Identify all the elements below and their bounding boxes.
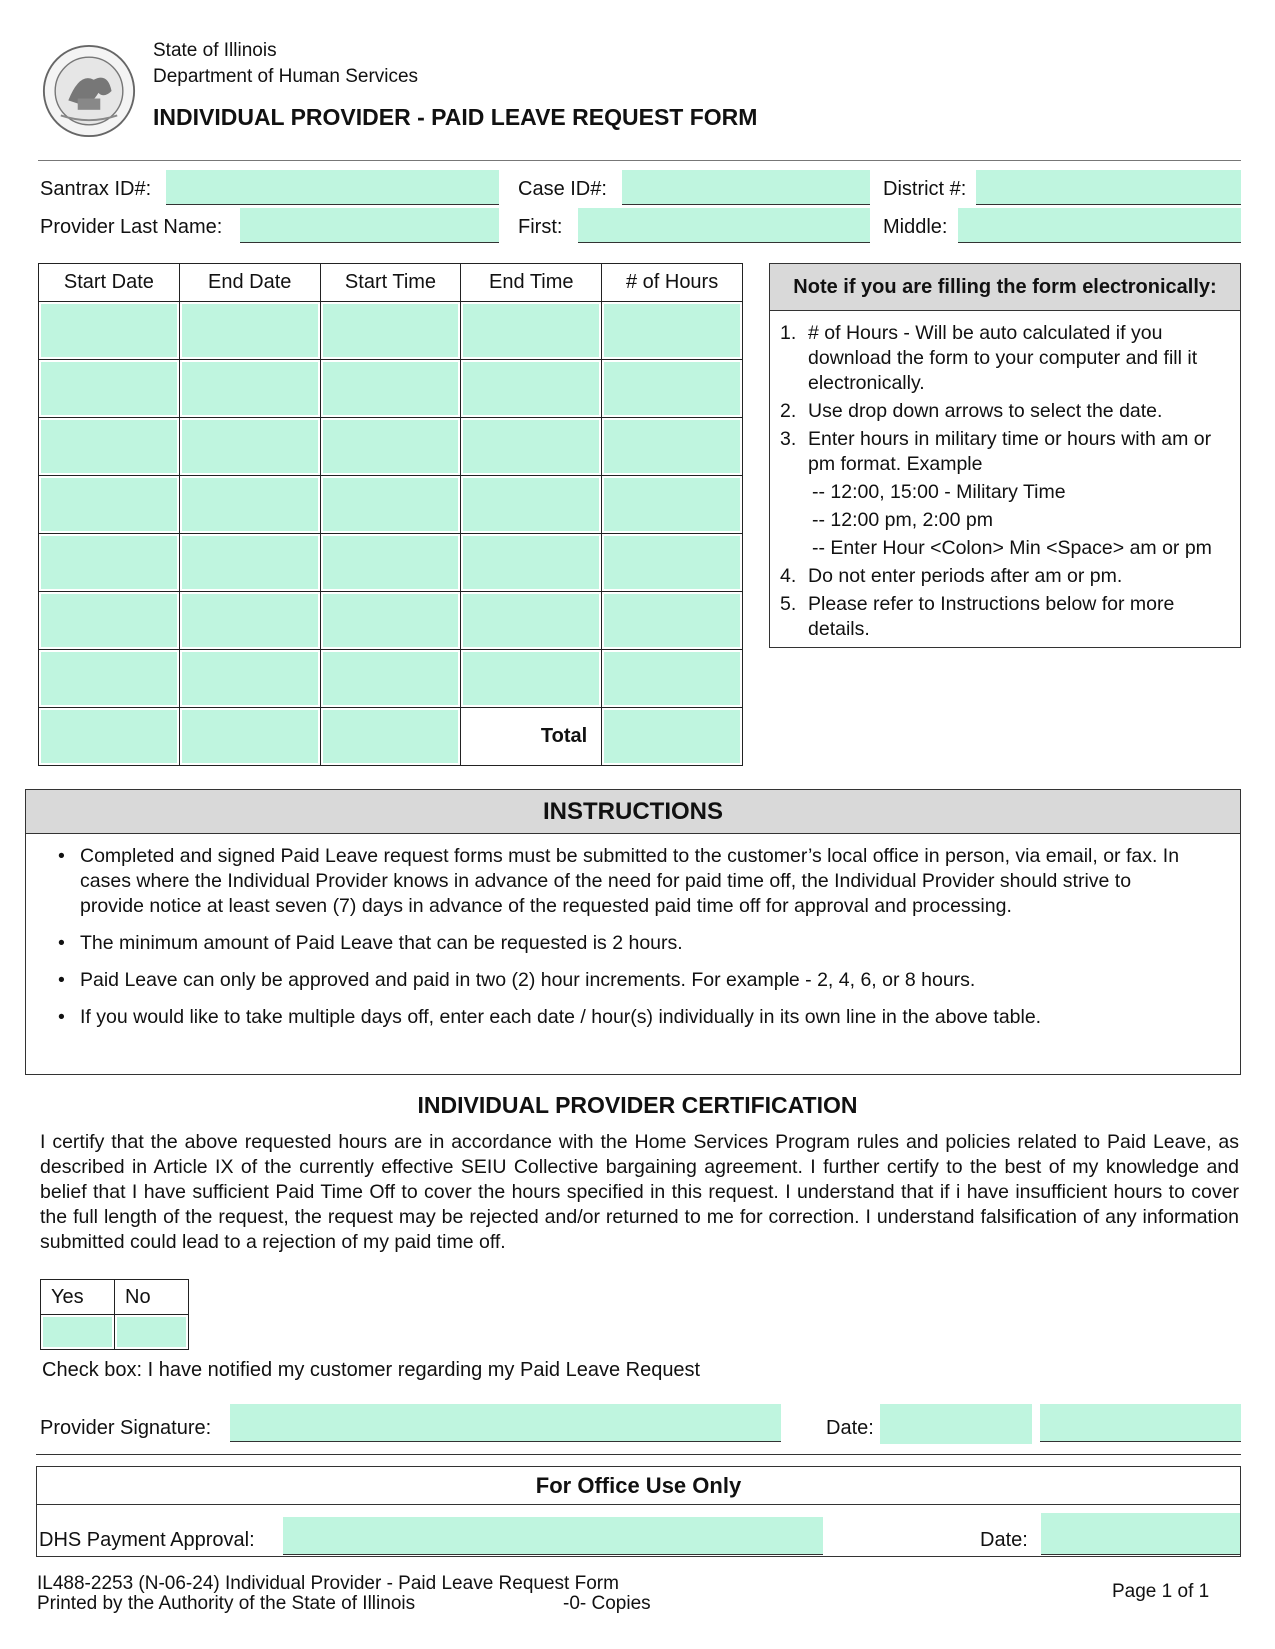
hours-field[interactable] <box>604 536 740 589</box>
signature-date-label: Date: <box>826 1417 874 1439</box>
footer-printed-by: Printed by the Authority of the State of Illinois <box>37 1593 416 1614</box>
start-time-field[interactable] <box>323 478 459 531</box>
middle-name-field[interactable] <box>958 208 1241 243</box>
district-label: District #: <box>883 178 967 200</box>
first-name-label: First: <box>518 216 563 238</box>
start-time-field[interactable] <box>323 304 459 357</box>
hours-field[interactable] <box>604 420 740 473</box>
start-time-field[interactable] <box>323 362 459 415</box>
table-row <box>39 302 743 360</box>
hours-table <box>38 263 743 766</box>
end-time-field[interactable] <box>463 536 599 589</box>
instruction-item: • Paid Leave can only be approved and paid in two (2) hour increments. For example - 2, 4, 6, or 8 hours. <box>80 968 1200 993</box>
no-checkbox[interactable] <box>117 1317 186 1347</box>
first-name-field[interactable] <box>578 208 870 243</box>
signature-divider <box>36 1454 1241 1455</box>
footer-form-id: IL488-2253 (N-06-24) Individual Provider - Paid Leave Request Form <box>37 1573 619 1594</box>
end-date-field[interactable] <box>182 362 318 415</box>
end-time-field[interactable] <box>463 652 599 705</box>
total-label: Total <box>461 708 602 766</box>
note-item: 5. Please refer to Instructions below for more details. <box>780 593 1175 640</box>
dhs-approval-field[interactable] <box>283 1517 823 1555</box>
hours-field[interactable] <box>604 362 740 415</box>
end-date-field[interactable] <box>182 536 318 589</box>
state-seal-logo <box>42 44 136 138</box>
office-date-field[interactable] <box>1041 1513 1240 1555</box>
note-item: 2. Use drop down arrows to select the date. <box>780 400 1163 422</box>
end-date-field[interactable] <box>182 594 318 647</box>
certification-text: I certify that the above requested hours are in accordance with the Home Services Program rules and policies related to Paid Leave, as described in Article IX of the currently effective SEIU Collective bargaining agreement. I further certify to the best of my knowledge and belief that I have sufficient Paid Time Off to cover the hours specified in this request. I understand that if i have insufficient hours to cover the full length of the request, the request may be rejected and/or returned to me for correction. I understand falsification of any information submitted could lead to a rejection of my paid time off. <box>40 1131 1239 1253</box>
form-title: INDIVIDUAL PROVIDER - PAID LEAVE REQUEST FORM <box>153 104 758 130</box>
table-row <box>39 534 743 592</box>
agency-name <box>153 38 418 90</box>
note-item: 3. Enter hours in military time or hours with am or pm format. Example <box>780 428 1212 475</box>
note-example: -- Enter Hour <Colon> Min <Space> am or pm <box>812 537 1212 559</box>
start-time-field[interactable] <box>323 652 459 705</box>
col-hours: # of Hours <box>602 264 743 302</box>
start-date-field[interactable] <box>41 536 177 589</box>
santrax-id-label: Santrax ID#: <box>40 178 152 200</box>
total-hours-field[interactable] <box>604 710 740 763</box>
instructions-list <box>26 834 1240 1030</box>
hours-field[interactable] <box>604 652 740 705</box>
dhs-approval-label: DHS Payment Approval: <box>39 1529 255 1551</box>
electronic-note-box <box>769 263 1241 648</box>
start-time-field[interactable] <box>323 536 459 589</box>
start-date-field[interactable] <box>41 478 177 531</box>
office-date-label: Date: <box>980 1529 1028 1551</box>
col-start-date: Start Date <box>39 264 180 302</box>
yes-no-checkbox-table <box>40 1279 189 1350</box>
footer-copies: -0- Copies <box>563 1593 651 1614</box>
hours-field[interactable] <box>604 304 740 357</box>
checkbox-statement: Check box: I have notified my customer regarding my Paid Leave Request <box>42 1359 701 1381</box>
case-id-field[interactable] <box>622 170 870 205</box>
header-divider <box>38 160 1241 161</box>
start-time-field[interactable] <box>323 420 459 473</box>
instruction-item: • The minimum amount of Paid Leave that can be requested is 2 hours. <box>80 931 1200 956</box>
agency-line-state: State of Illinois <box>153 40 277 61</box>
end-date-field[interactable] <box>182 652 318 705</box>
office-use-box <box>36 1466 1241 1557</box>
end-date-field[interactable] <box>182 710 318 763</box>
instructions-box <box>25 789 1241 1075</box>
table-row <box>39 360 743 418</box>
start-date-field[interactable] <box>41 362 177 415</box>
start-date-field[interactable] <box>41 420 177 473</box>
start-date-field[interactable] <box>41 594 177 647</box>
note-item: 1. # of Hours - Will be auto calculated if you download the form to your computer and fill it electronically. <box>780 322 1198 394</box>
end-date-field[interactable] <box>182 420 318 473</box>
col-end-date: End Date <box>179 264 320 302</box>
table-row <box>39 418 743 476</box>
end-time-field[interactable] <box>463 478 599 531</box>
instruction-item: • Completed and signed Paid Leave request forms must be submitted to the customer’s local office in person, via email, or fax. In cases where the Individual Provider knows in advance of the need for paid time off, the Individual Provider should strive to provide notice at least seven (7) days in advance of the requested paid time off for approval and processing. <box>80 844 1200 919</box>
col-end-time: End Time <box>461 264 602 302</box>
note-title: Note if you are filling the form electronically: <box>770 264 1240 311</box>
signature-date-field[interactable] <box>880 1404 1032 1444</box>
yes-label: Yes <box>41 1280 115 1315</box>
case-id-label: Case ID#: <box>518 178 607 200</box>
table-row <box>39 708 743 766</box>
office-use-title: For Office Use Only <box>37 1467 1240 1505</box>
start-date-field[interactable] <box>41 304 177 357</box>
yes-checkbox[interactable] <box>43 1317 112 1347</box>
start-time-field[interactable] <box>323 710 459 763</box>
start-time-field[interactable] <box>323 594 459 647</box>
provider-signature-label: Provider Signature: <box>40 1417 212 1439</box>
table-row <box>39 592 743 650</box>
col-start-time: Start Time <box>320 264 461 302</box>
start-date-field[interactable] <box>41 710 177 763</box>
district-field[interactable] <box>976 170 1241 205</box>
instructions-title: INSTRUCTIONS <box>26 790 1240 834</box>
note-item: 4. Do not enter periods after am or pm. <box>780 565 1123 587</box>
footer-page-number: Page 1 of 1 <box>1112 1581 1210 1602</box>
middle-name-label: Middle: <box>883 216 948 238</box>
hours-field[interactable] <box>604 594 740 647</box>
provider-last-name-field[interactable] <box>240 208 499 243</box>
note-list <box>770 311 1240 642</box>
end-time-field[interactable] <box>463 304 599 357</box>
santrax-id-field[interactable] <box>166 170 499 205</box>
signature-date-field-2[interactable] <box>1040 1404 1241 1442</box>
table-row <box>39 650 743 708</box>
start-date-field[interactable] <box>41 652 177 705</box>
table-row <box>39 476 743 534</box>
note-example: -- 12:00, 15:00 - Military Time <box>812 481 1066 503</box>
end-time-field[interactable] <box>463 594 599 647</box>
end-time-field[interactable] <box>463 420 599 473</box>
end-date-field[interactable] <box>182 304 318 357</box>
no-label: No <box>115 1280 189 1315</box>
note-example: -- 12:00 pm, 2:00 pm <box>812 509 994 531</box>
end-date-field[interactable] <box>182 478 318 531</box>
agency-line-department: Department of Human Services <box>153 66 419 87</box>
hours-field[interactable] <box>604 478 740 531</box>
certification-title: INDIVIDUAL PROVIDER CERTIFICATION <box>417 1092 858 1118</box>
provider-last-name-label: Provider Last Name: <box>40 216 223 238</box>
end-time-field[interactable] <box>463 362 599 415</box>
instruction-item: • If you would like to take multiple days off, enter each date / hour(s) individually in its own line in the above table. <box>80 1005 1200 1030</box>
provider-signature-field[interactable] <box>230 1404 781 1442</box>
hours-table-body <box>39 302 743 766</box>
